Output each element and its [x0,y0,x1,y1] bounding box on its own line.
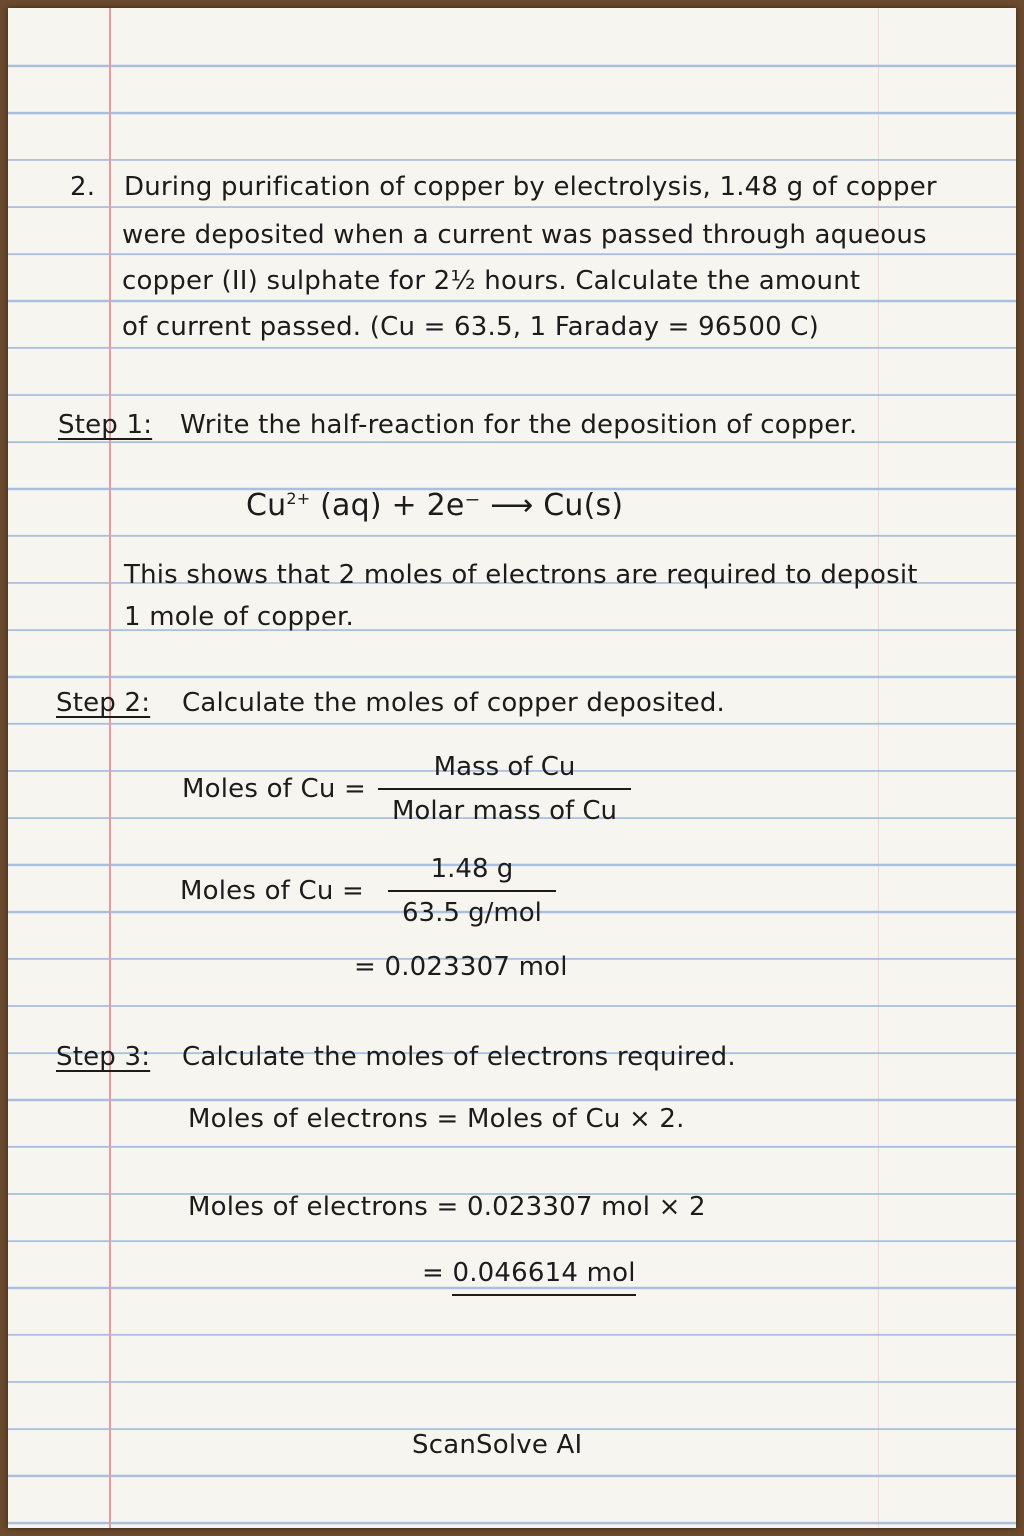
question-line-1: During purification of copper by electrolysis, 1.48 g of copper [124,172,937,202]
step2-title: Calculate the moles of copper deposited. [182,688,726,718]
step1-label: Step 1: [58,410,153,440]
substitution-numerator: 1.48 g [430,854,514,884]
question-number: 2. [70,172,96,202]
formula-lhs: Moles of Cu = [182,774,366,804]
formula-denominator: Molar mass of Cu [392,796,618,826]
step1-note-line-2: 1 mole of copper. [124,602,355,632]
half-reaction-equation [246,488,623,523]
step2-result: = 0.023307 mol [354,952,568,982]
final-answer: 0.046614 mol [452,1258,635,1296]
question-line-2: were deposited when a current was passed through aqueous [122,220,927,250]
question-line-4: of current passed. (Cu = 63.5, 1 Faraday = 96500 C) [122,312,819,342]
step3-title: Calculate the moles of electrons required. [182,1042,736,1072]
step3-label: Step 3: [56,1042,151,1072]
step2-label: Step 2: [56,688,151,718]
step3-result [422,1258,636,1288]
step1-note-line-1: This shows that 2 moles of electrons are required to deposit [124,560,918,590]
step3-result-equals: = [422,1258,444,1288]
equation-cu: Cu [246,488,287,523]
step1-title: Write the half-reaction for the deposition of copper. [180,410,858,440]
question-line-3: copper (II) sulphate for 2½ hours. Calculate the amount [122,266,861,296]
notebook-page [8,8,1016,1528]
equation-charge: 2+ [286,489,311,508]
step3-line-2: Moles of electrons = 0.023307 mol × 2 [188,1192,706,1222]
step3-line-1: Moles of electrons = Moles of Cu × 2. [188,1104,685,1134]
margin-line [109,8,111,1528]
substitution-denominator: 63.5 g/mol [402,898,542,928]
formula-fraction [378,752,631,826]
substitution-lhs: Moles of Cu = [180,876,364,906]
substitution-fraction [388,854,556,928]
formula-numerator: Mass of Cu [433,752,576,782]
footer-brand: ScanSolve AI [412,1430,583,1460]
equation-rest: (aq) + 2e⁻ ⟶ Cu(s) [320,488,624,523]
